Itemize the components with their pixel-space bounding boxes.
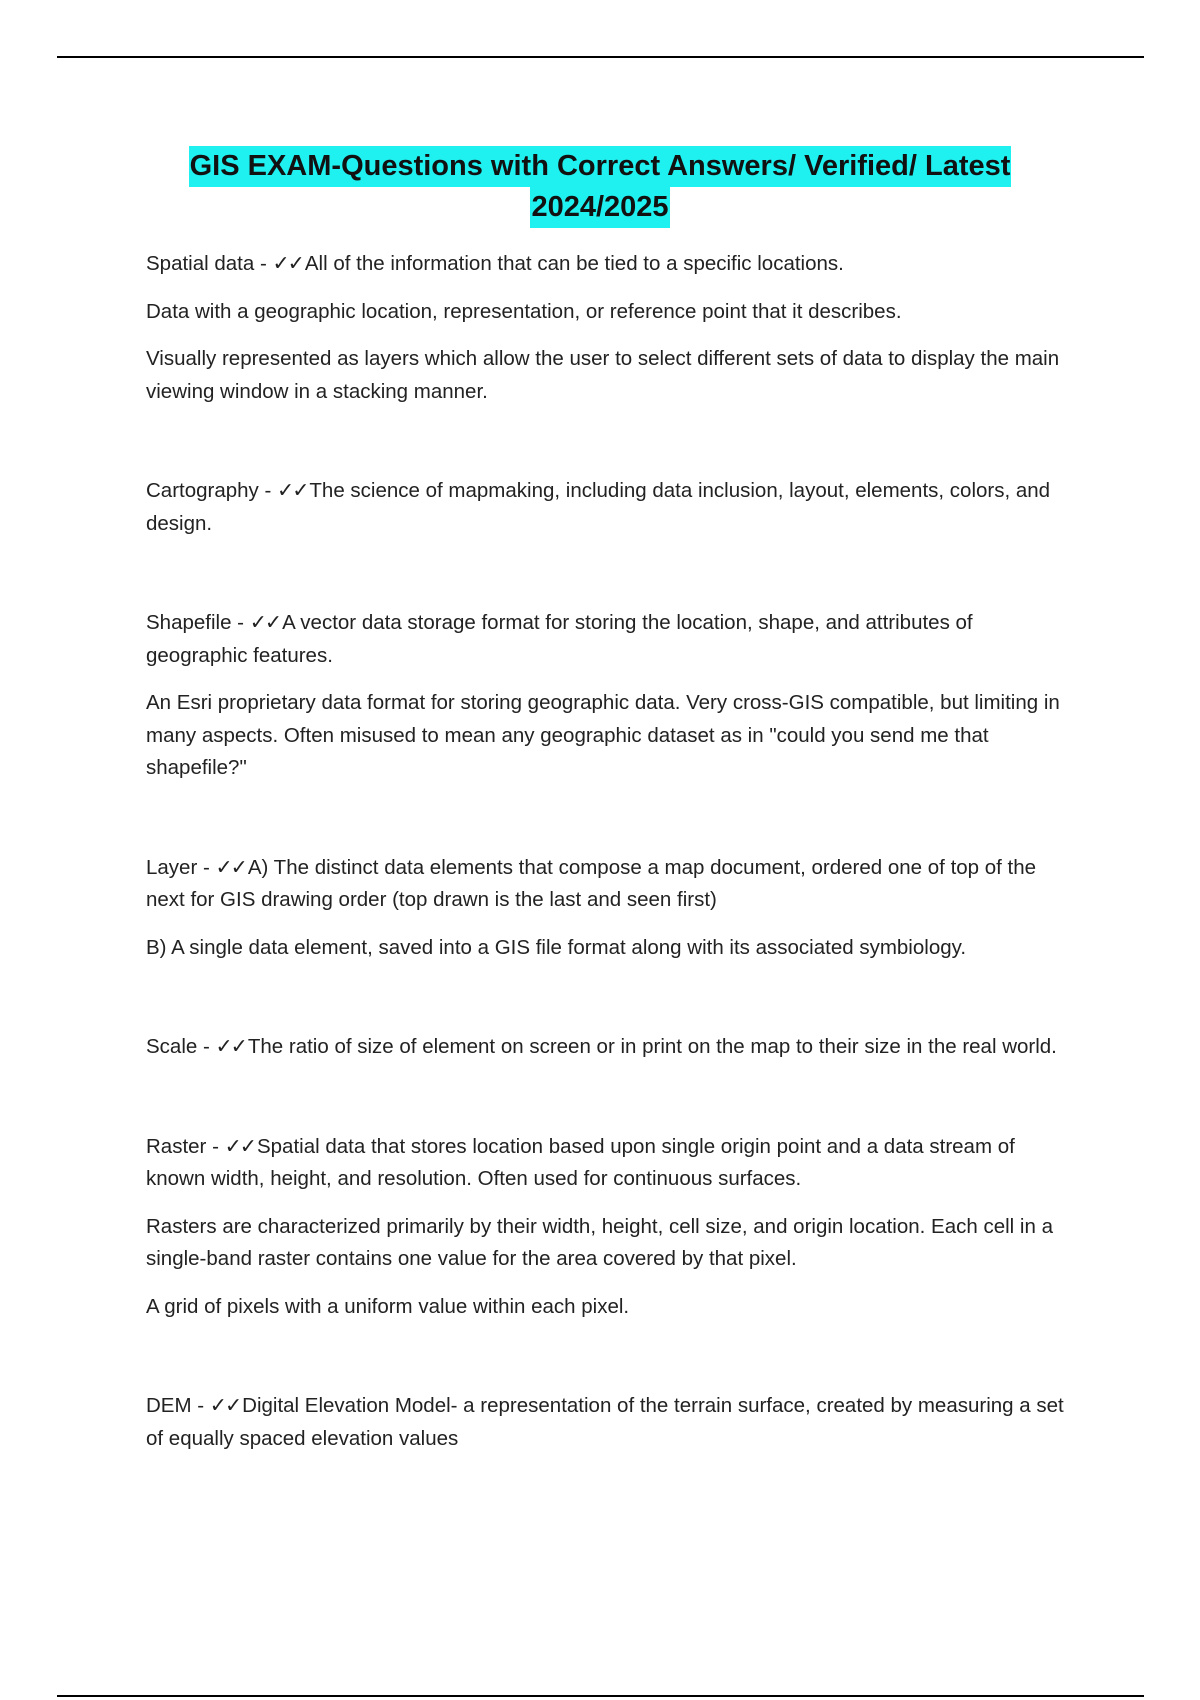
entry-extra-paragraph: An Esri proprietary data format for storing geographic data. Very cross-GIS compatible, but limiting in many aspects. Often misused to mean any geographic dataset as in "could you send me that shapefile?" (146, 691, 1060, 779)
entry-definition: Spatial data that stores location based upon single origin point and a data stream of known width, height, and resolution. Often used for continuous surfaces. (146, 1134, 1015, 1190)
entry-term: Shapefile (146, 611, 232, 634)
entry-definition: A) The distinct data elements that compose a map document, ordered one of top of the next for GIS drawing order (top drawn is the last and seen first) (146, 855, 1037, 911)
double-check-icon: ✓✓ (215, 1034, 246, 1058)
entry-extra-paragraph: Data with a geographic location, representation, or reference point that it describes. (146, 299, 902, 323)
entry-term: Spatial data (146, 252, 255, 275)
qa-entry (146, 606, 1066, 785)
qa-entry (146, 1030, 1066, 1064)
double-check-icon: ✓✓ (277, 478, 308, 502)
double-check-icon: ✓✓ (249, 610, 281, 634)
entry-extra-paragraph: Rasters are characterized primarily by their width, height, cell size, and origin location. Each cell in a single-band raster contains one value for the area covered by that pixel. (146, 1214, 1053, 1270)
entry-definition: A vector data storage format for storing the location, shape, and attributes of geographic features. (146, 611, 973, 667)
entry-definition: The ratio of size of element on screen or in print on the map to their size in the real world. (247, 1035, 1057, 1058)
double-check-icon: ✓✓ (272, 251, 303, 275)
entry-main-line (146, 474, 1066, 540)
qa-entry (146, 247, 1066, 408)
entry-term: Raster (146, 1134, 207, 1158)
entry-main-line (146, 606, 1066, 672)
entry-separator: - (206, 1134, 225, 1158)
entry-extra-paragraph: A grid of pixels with a uniform value within each pixel. (146, 1294, 630, 1318)
entries-list (146, 247, 1066, 1455)
entry-extra-paragraph: Visually represented as layers which allow the user to select different sets of data to display the main viewing window in a stacking manner. (146, 347, 1060, 403)
entry-separator: - (231, 611, 250, 634)
entry-main-line (146, 247, 1066, 281)
entry-separator: - (197, 1035, 216, 1058)
entry-separator: - (191, 1394, 210, 1417)
title-line-1: GIS EXAM-Questions with Correct Answers/ Verified/ Latest (189, 146, 1012, 187)
entry-term: Layer (146, 855, 198, 879)
bottom-rule (57, 1695, 1144, 1697)
double-check-icon: ✓✓ (215, 854, 246, 879)
entry-extra-paragraph: B) A single data element, saved into a GIS file format along with its associated symbiology. (146, 935, 967, 959)
entry-separator: - (258, 479, 278, 502)
top-rule (57, 56, 1144, 58)
entry-separator: - (254, 252, 273, 275)
qa-entry (146, 474, 1066, 540)
entry-term: Scale (146, 1035, 198, 1058)
entry-term: DEM (146, 1394, 192, 1417)
entry-definition: All of the information that can be tied to a specific locations. (304, 252, 844, 275)
qa-entry (146, 1389, 1066, 1455)
entry-separator: - (197, 855, 216, 879)
double-check-icon: ✓✓ (209, 1393, 241, 1417)
entry-term: Cartography (146, 479, 259, 502)
entry-definition: The science of mapmaking, including data inclusion, layout, elements, colors, and design. (146, 479, 1051, 535)
entry-main-line (146, 1130, 1066, 1196)
double-check-icon: ✓✓ (224, 1133, 255, 1158)
document-title (0, 146, 1200, 228)
title-line-2: 2024/2025 (530, 187, 669, 228)
qa-entry (146, 1130, 1066, 1324)
entry-definition: Digital Elevation Model- a representation of the terrain surface, created by measuring a set of equally spaced elevation values (146, 1394, 1064, 1450)
entry-main-line (146, 1030, 1066, 1064)
entry-main-line (146, 1389, 1066, 1455)
entry-main-line (146, 851, 1066, 917)
qa-entry (146, 851, 1066, 965)
